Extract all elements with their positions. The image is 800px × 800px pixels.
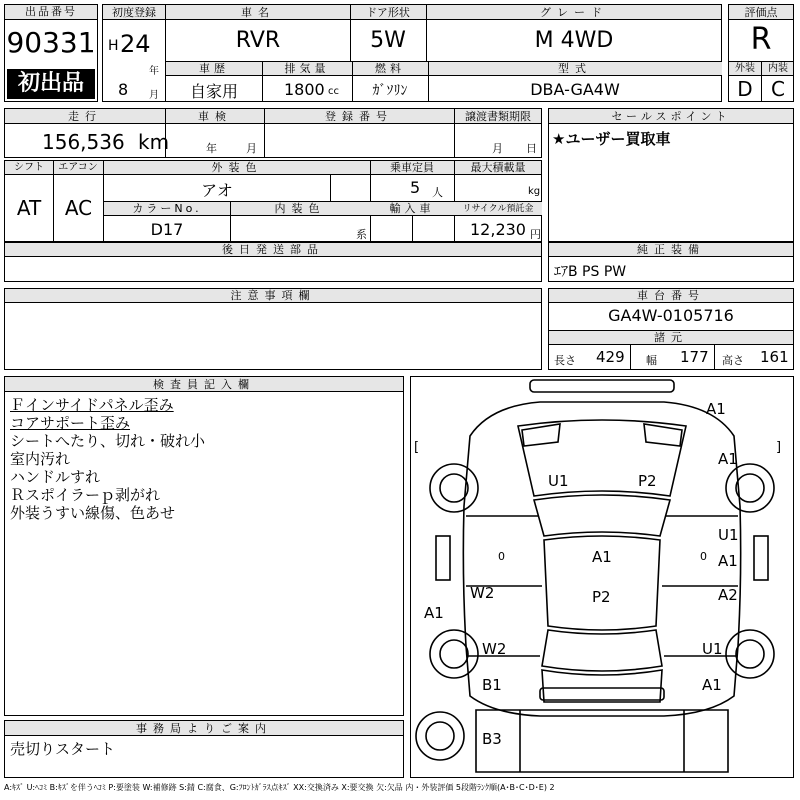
import-label: 輸入車 — [389, 202, 435, 215]
transfer-month-unit: 月 — [492, 142, 503, 155]
chassis-number: GA4W-0105716 — [608, 306, 734, 325]
score: R — [750, 22, 772, 57]
mark-7: A1 — [718, 552, 738, 570]
reg-month: 8 — [118, 80, 129, 99]
interior-label: 内装 — [768, 63, 788, 74]
grade: M 4WD — [534, 28, 614, 53]
length: 429 — [596, 348, 625, 366]
office-text: 売切りスタート — [10, 740, 116, 758]
exterior-label: 外装 — [735, 63, 755, 74]
height-label: 高さ — [722, 354, 744, 367]
displacement-label: 排気量 — [284, 62, 330, 75]
inspector-line-3: シートへたり、切れ・破れ小 — [10, 432, 206, 450]
mileage: 156,536 — [42, 130, 125, 154]
displacement-unit: cc — [328, 86, 339, 97]
color-label: 外装色 — [211, 161, 263, 174]
inspection-label: 車検 — [198, 110, 232, 123]
chassis-label: 車台番号 — [637, 289, 705, 302]
later-parts-label: 後日発送部品 — [222, 243, 324, 256]
score-label: 評価点 — [744, 6, 778, 19]
mark-14: B1 — [482, 676, 502, 694]
capacity-label: 乗車定員 — [390, 161, 434, 174]
fuel: ｶﾞｿﾘﾝ — [372, 83, 408, 99]
mark-1: A1 — [706, 400, 726, 418]
office-label: 事務局よりご案内 — [136, 722, 272, 735]
mark-4: P2 — [638, 472, 657, 490]
zero-right: 0 — [700, 550, 707, 563]
reg-no-label: 登録番号 — [325, 110, 393, 123]
mileage-label: 走行 — [68, 110, 102, 123]
mark-12: W2 — [482, 640, 507, 658]
ac-label: エアコン — [58, 162, 98, 173]
color: アオ — [201, 181, 233, 200]
max-load-label: 最大積載量 — [470, 161, 526, 174]
inspector-line-7: 外装うすい線傷、色あせ — [10, 504, 176, 522]
mark-13: U1 — [702, 640, 723, 658]
car-name: RVR — [235, 28, 281, 53]
inspection-month-unit: 月 — [246, 142, 257, 155]
sales-point: ★ユーザー買取車 — [552, 130, 671, 148]
color-no-label: カラーNo. — [132, 202, 202, 215]
inspector-line-1: Ｆインサイドパネル歪み — [10, 396, 174, 414]
lot-number-label: 出品番号 — [5, 5, 97, 20]
max-load-unit: kg — [528, 186, 541, 197]
first-listing-badge: 初出品 — [7, 69, 95, 99]
recycle: 12,230 — [470, 220, 526, 239]
width-label: 幅 — [646, 354, 657, 367]
fuel-label: 燃料 — [375, 62, 405, 75]
reg-year: 24 — [120, 30, 151, 58]
transfer-label: 譲渡書類期限 — [465, 110, 531, 123]
shift: AT — [16, 196, 42, 220]
bracket-right: ] — [776, 440, 782, 455]
grade-label: グレード — [540, 6, 608, 19]
sales-point-label: セールスポイント — [611, 110, 731, 123]
capacity: 5 — [410, 178, 421, 197]
car-name-label: 車名 — [241, 6, 275, 19]
bracket-left: [ — [414, 440, 420, 455]
inspector-line-4: 室内汚れ — [10, 450, 71, 468]
recycle-unit: 円 — [530, 228, 541, 241]
interior-color-suffix: 系 — [356, 228, 367, 241]
transfer-day-unit: 日 — [526, 142, 537, 155]
spec-label: 諸元 — [654, 331, 688, 344]
notes-label: 注意事項欄 — [230, 289, 316, 302]
shift-label: シフト — [14, 162, 44, 173]
height: 161 — [760, 348, 789, 366]
inspector-line-5: ハンドルすれ — [10, 468, 101, 486]
reg-year-unit: 年 — [149, 66, 159, 77]
history: 自家用 — [189, 82, 238, 101]
reg-month-unit: 月 — [149, 90, 159, 101]
mark-11: A1 — [424, 604, 444, 622]
width: 177 — [680, 348, 709, 366]
door-label: ドア形状 — [366, 6, 410, 19]
lot-number-box — [4, 4, 98, 102]
inspector-label: 検査員記入欄 — [153, 378, 255, 391]
lot-number: 90331 — [6, 26, 96, 59]
legend: A:ｷｽﾞ U:ﾍｺﾐ B:ｷｽﾞを伴うﾍｺﾐ P:要塗装 W:補修跡 S:錆 C:腐食、G:ﾌﾛﾝﾄｶﾞﾗｽ点ｷｽﾞ XX:交換済み X:要交換 欠:欠品 内・外装評価 5段階ﾗﾝｸ順(A･B･C･D･E) 2 — [4, 783, 555, 792]
length-label: 長さ — [554, 354, 576, 367]
mark-10: A2 — [718, 586, 738, 604]
mark-8: W2 — [470, 584, 495, 602]
model-label: 型式 — [558, 62, 592, 75]
color-no: D17 — [150, 220, 184, 239]
mark-15: A1 — [702, 676, 722, 694]
equipment-label: 純正装備 — [637, 243, 705, 256]
interior-grade: C — [771, 77, 785, 101]
mileage-unit: km — [138, 130, 170, 154]
mark-2: A1 — [718, 450, 738, 468]
car-diagram — [410, 376, 794, 778]
mark-9: P2 — [592, 588, 611, 606]
inspection-year-unit: 年 — [206, 142, 217, 155]
first-reg-label: 初度登録 — [112, 6, 156, 19]
door: 5W — [370, 28, 406, 53]
era: H — [108, 38, 119, 54]
model: DBA-GA4W — [530, 80, 620, 99]
capacity-unit: 人 — [432, 186, 443, 199]
ac: AC — [64, 196, 93, 220]
inspector-line-6: Ｒスポイラーｐ剥がれ — [10, 486, 161, 504]
zero-left: 0 — [498, 550, 505, 563]
mark-5: U1 — [718, 526, 739, 544]
history-label: 車歴 — [199, 62, 229, 75]
mark-16: B3 — [482, 730, 502, 748]
equipment: ｴｱB PS PW — [554, 264, 627, 280]
inspector-line-2: コアサポート歪み — [10, 414, 131, 432]
recycle-label: リサイクル預託金 — [462, 204, 534, 214]
displacement: 1800 — [284, 80, 325, 99]
mark-3: U1 — [548, 472, 569, 490]
interior-color-label: 内装色 — [274, 202, 326, 215]
exterior-grade: D — [737, 77, 753, 101]
mark-6: A1 — [592, 548, 612, 566]
